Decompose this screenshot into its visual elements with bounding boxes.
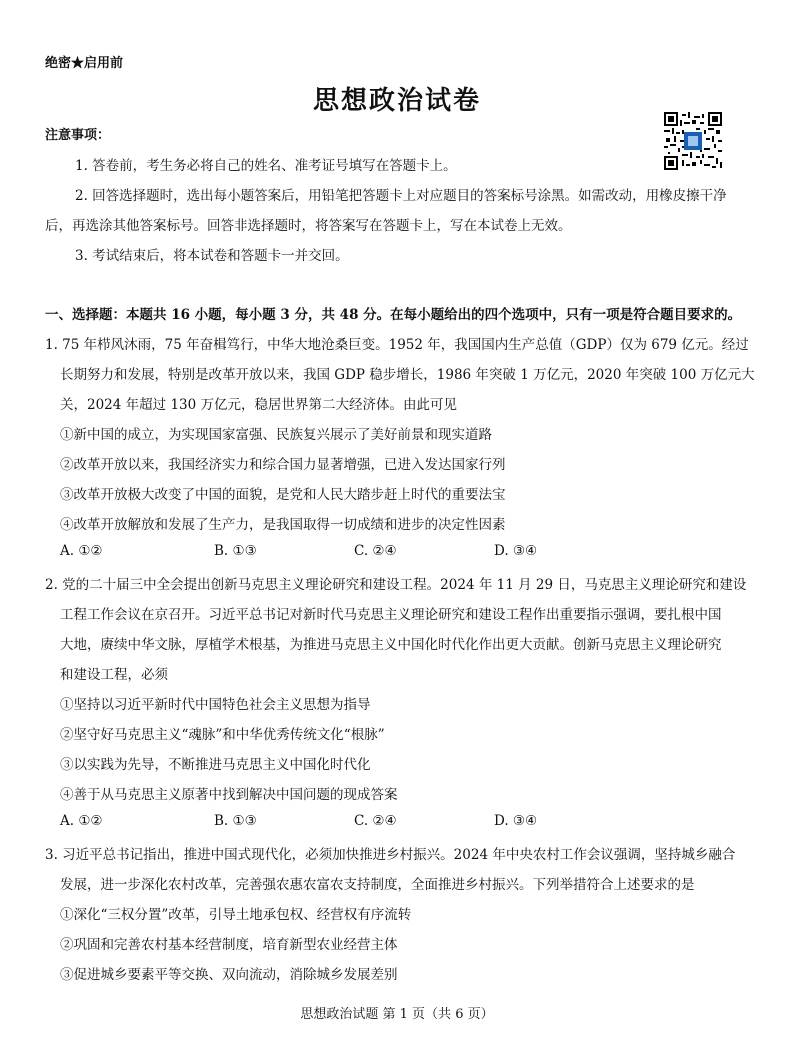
notice-item: 后，再选涂其他答案标号。回答非选择题时，将答案写在答题卡上，写在本试卷上无效。 bbox=[45, 218, 572, 234]
question-2-stem: 大地，赓续中华文脉，厚植学术根基，为推进马克思主义中国化时代化作出更大贡献。创新马克思主义理论研究 bbox=[60, 637, 722, 653]
question-2-statement: ③以实践为先导，不断推进马克思主义中国化时代化 bbox=[60, 757, 371, 773]
question-2-stem: 2. 党的二十届三中全会提出创新马克思主义理论研究和建设工程。2024 年 11 月 29 日，马克思主义理论研究和建设 bbox=[45, 577, 747, 593]
question-1-statement: ④改革开放解放和发展了生产力，是我国取得一切成绩和进步的决定性因素 bbox=[60, 517, 506, 533]
question-3-statement: ②巩固和完善农村基本经营制度，培育新型农业经营主体 bbox=[60, 937, 398, 953]
question-3-stem: 3. 习近平总书记指出，推进中国式现代化，必须加快推进乡村振兴。2024 年中央农村工作会议强调，坚持城乡融合 bbox=[45, 847, 736, 863]
question-1-statement: ③改革开放极大改变了中国的面貌，是党和人民大踏步赶上时代的重要法宝 bbox=[60, 487, 506, 503]
question-1-stem: 关，2024 年超过 130 万亿元，稳居世界第二大经济体。由此可见 bbox=[60, 397, 457, 413]
section-heading: 一、选择题：本题共 16 小题，每小题 3 分，共 48 分。在每小题给出的四个选项中，只有一项是符合题目要求的。 bbox=[45, 307, 742, 323]
confidential-label: 绝密★启用前 bbox=[45, 56, 124, 71]
question-1-option-c: C. ②④ bbox=[354, 543, 397, 559]
question-3-statement: ③促进城乡要素平等交换、双向流动，消除城乡发展差别 bbox=[60, 967, 398, 983]
question-1-option-a: A. ①② bbox=[60, 543, 103, 559]
question-1-stem: 1. 75 年栉风沐雨，75 年奋楫笃行，中华大地沧桑巨变。1952 年，我国国内生产总值（GDP）仅为 679 亿元。经过 bbox=[45, 337, 749, 353]
question-2-statement: ①坚持以习近平新时代中国特色社会主义思想为指导 bbox=[60, 697, 371, 713]
question-1-option-d: D. ③④ bbox=[494, 543, 538, 559]
question-2-statement: ④善于从马克思主义原著中找到解决中国问题的现成答案 bbox=[60, 787, 398, 803]
notice-item: 3. 考试结束后，将本试卷和答题卡一并交回。 bbox=[75, 248, 349, 264]
question-2-statement: ②坚守好马克思主义“魂脉”和中华优秀传统文化“根脉” bbox=[60, 727, 385, 743]
question-1-statement: ①新中国的成立，为实现国家富强、民族复兴展示了美好前景和现实道路 bbox=[60, 427, 492, 443]
question-1-option-b: B. ①③ bbox=[214, 543, 257, 559]
question-2-stem: 工程工作会议在京召开。习近平总书记对新时代马克思主义理论研究和建设工程作出重要指示强调，要扎根中国 bbox=[60, 607, 722, 623]
qr-code-icon bbox=[664, 112, 722, 170]
notice-item: 1. 答卷前，考生务必将自己的姓名、准考证号填写在答题卡上。 bbox=[75, 158, 457, 174]
question-1-statement: ②改革开放以来，我国经济实力和综合国力显著增强，已进入发达国家行列 bbox=[60, 457, 506, 473]
question-3-stem: 发展，进一步深化农村改革，完善强农惠农富农支持制度，全面推进乡村振兴。下列举措符合上述要求的是 bbox=[60, 877, 695, 893]
question-3-statement: ①深化“三权分置”改革，引导土地承包权、经营权有序流转 bbox=[60, 907, 412, 923]
question-2-option-c: C. ②④ bbox=[354, 813, 397, 829]
notice-item: 2. 回答选择题时，选出每小题答案后，用铅笔把答题卡上对应题目的答案标号涂黑。如需改动，用橡皮擦干净 bbox=[75, 188, 727, 204]
page-title: 思想政治试卷 bbox=[312, 86, 481, 116]
notice-heading: 注意事项： bbox=[45, 128, 111, 143]
question-2-option-a: A. ①② bbox=[60, 813, 103, 829]
question-1-stem: 长期努力和发展，特别是改革开放以来，我国 GDP 稳步增长，1986 年突破 1 万亿元，2020 年突破 100 万亿元大 bbox=[60, 367, 755, 383]
page-footer: 思想政治试题 第 1 页（共 6 页） bbox=[300, 1007, 494, 1022]
question-2-stem: 和建设工程，必须 bbox=[60, 667, 168, 683]
question-2-option-b: B. ①③ bbox=[214, 813, 257, 829]
question-2-option-d: D. ③④ bbox=[494, 813, 538, 829]
